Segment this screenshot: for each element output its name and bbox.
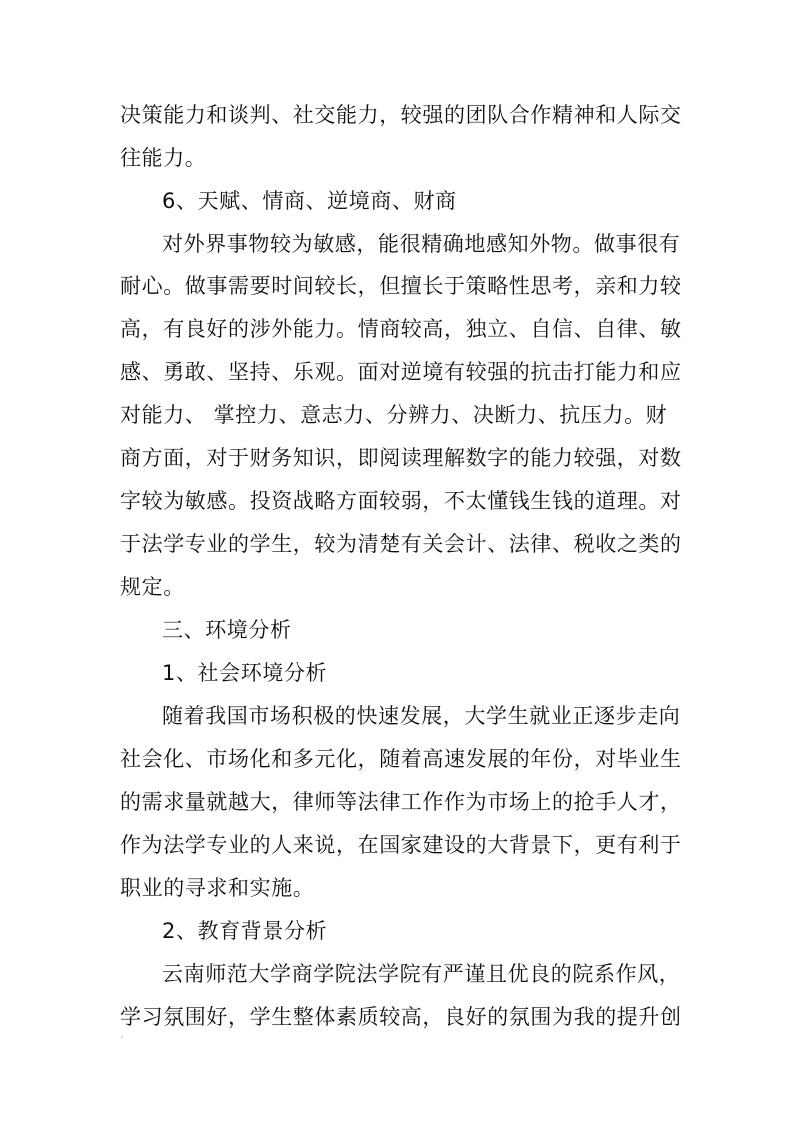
body-text-line: 对能力、 掌控力、意志力、分辨力、决断力、抗压力。财 [120,403,668,427]
body-text-line: 于法学专业的学生，较为清楚有关会计、法律、税收之类的 [120,532,682,556]
scan-speck [121,1036,123,1038]
section-heading: 6、天赋、情商、逆境商、财商 [162,189,457,213]
section-heading: 1、社会环境分析 [162,661,328,685]
body-text-line: 感、勇敢、坚持、乐观。面对逆境有较强的抗击打能力和应 [120,360,682,384]
section-heading: 2、教育背景分析 [162,919,328,943]
body-text-line: 学习氛围好，学生整体素质较高，良好的氛围为我的提升创 [120,1005,682,1029]
body-text-line: 社会化、市场化和多元化，随着高速发展的年份，对毕业生 [120,747,682,771]
body-text-line: 的需求量就越大，律师等法律工作作为市场上的抢手人才， [120,790,682,814]
body-text-line: 对外界事物较为敏感，能很精确地感知外物。做事很有 [162,232,681,256]
body-text-line: 云南师范大学商学院法学院有严谨且优良的院系作风， [162,962,681,986]
body-text-line: 往能力。 [120,146,207,170]
body-text-line: 作为法学专业的人来说，在国家建设的大背景下，更有利于 [120,833,682,857]
body-text-line: 职业的寻求和实施。 [120,876,315,900]
body-text-line: 规定。 [120,575,185,599]
body-text-line: 商方面，对于财务知识，即阅读理解数字的能力较强，对数 [120,446,682,470]
section-heading: 三、环境分析 [162,618,292,642]
body-text-line: 字较为敏感。投资战略方面较弱，不太懂钱生钱的道理。对 [120,489,682,513]
body-text-line: 耐心。做事需要时间较长，但擅长于策略性思考，亲和力较 [120,274,682,298]
body-text-line: 随着我国市场积极的快速发展，大学生就业正逐步走向 [162,704,681,728]
body-text-line: 决策能力和谈判、社交能力，较强的团队合作精神和人际交 [120,103,682,127]
body-text-line: 高，有良好的涉外能力。情商较高，独立、自信、自律、敏 [120,317,682,341]
